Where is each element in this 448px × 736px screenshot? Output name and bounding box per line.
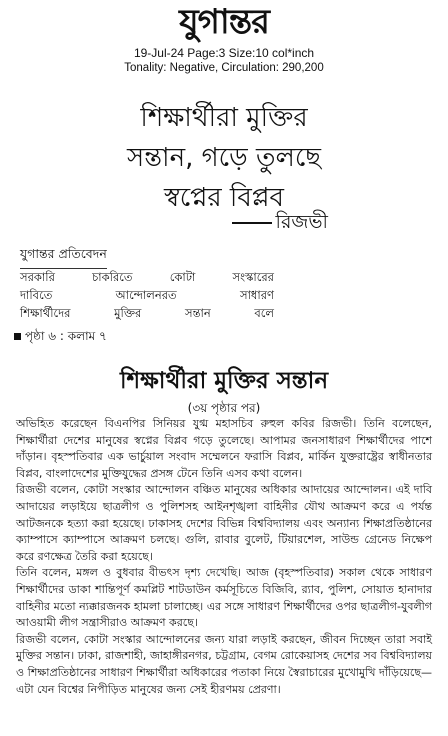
summary-line-3: শিক্ষার্থীদের মুক্তির সন্তান বলে xyxy=(20,306,274,320)
byline-dash xyxy=(232,222,272,224)
headline xyxy=(0,98,448,218)
headline-line-3: স্বপ্নের বিপ্লব xyxy=(163,183,285,213)
newspaper-masthead: যুগান্তর xyxy=(179,2,269,42)
bullet-square-icon xyxy=(14,333,21,340)
article-paragraph-1: অভিহিত করেছেন বিএনপির সিনিয়র যুগ্ম মহাসচিব রুহুল কবির রিজভী। তিনি বলেছেন, শিক্ষার্থীরা দেশের মানুষের স্বপ্নের বিপ্লব গড়ে তুলেছে। আপামর জনসাধারণ শিক্ষার্থীদের পাশে দাঁড়ান। বৃহস্পতিবার এক ভার্চুয়াল সংবাদ সম্মেলনে ফরাসি বিপ্লব, মার্কিন যুক্তরাষ্ট্রের স্বাধীনতার বিপ্লব, বাংলাদেশের মুক্তিযুদ্ধের প্রসঙ্গ টেনে তিনি এসব কথা বলেন। xyxy=(16,417,432,480)
article-paragraph-3: তিনি বলেন, মঙ্গল ও বুধবার বীভৎস দৃশ্য দেখেছি। আজ (বৃহস্পতিবার) সকাল থেকে সাধারণ শিক্ষার্থীদের ডাকা শান্তিপূর্ণ কমপ্লিট শাটডাউন কর্মসূচিতে বিজিবি, র‌্যাব, পুলিশ, সোয়াত হানাদার বাহিনীর মতো ন্যক্কারজনক হামলা চালাচ্ছে। এর সঙ্গে সাধারণ শিক্ষার্থীদের ওপর ছাত্রলীগ-যুবলীগ আওয়ামী লীগ সন্ত্রাসীরাও আক্রমণ করছে। xyxy=(16,566,432,630)
article-heading: শিক্ষার্থীরা মুক্তির সন্তান xyxy=(119,368,329,394)
page-reference xyxy=(14,328,107,348)
continued-note: (৩য় পৃষ্ঠার পর) xyxy=(187,401,261,415)
summary-line-1: সরকারি চাকরিতে কোটা সংস্কারের xyxy=(20,270,274,284)
clip-meta-date-page: 19-Jul-24 Page:3 Size:10 col*inch xyxy=(133,46,315,60)
article-body xyxy=(16,416,432,698)
headline-line-2: সন্তান, গড়ে তুলছে xyxy=(126,143,322,173)
article-paragraph-2: রিজভী বলেন, কোটা সংস্কার আন্দোলন বঞ্চিত মানুষের অধিকার আদায়ের আন্দোলন। এই দাবি আদায়ের লড়াইয়ে ছাত্রলীগ ও পুলিশসহ আইনশৃঙ্খলা বাহিনীর যৌথ আক্রমণ করে এ পর্যন্ত আটজনকে হত্যা করা হয়েছে। ঢাকাসহ দেশের বিভিন্ন বিশ্ববিদ্যালয় এবং অন্যান্য শিক্ষাপ্রতিষ্ঠানের ক্যাম্পাসে ক্যাম্পাসে আক্রমণ চলছে। গুলি, রাবার বুলেট, টিয়ারশেল, সাউন্ড গ্রেনেড নিক্ষেপ করে রণক্ষেত্র তৈরি করা হয়েছে। xyxy=(16,483,432,563)
headline-line-1: শিক্ষার্থীরা মুক্তির xyxy=(140,103,308,133)
clip-meta-tonality: Tonality: Negative, Circulation: 290,200 xyxy=(124,62,324,74)
page-reference-text: পৃষ্ঠা ৬ : কলাম ৭ xyxy=(25,329,107,343)
summary-line-2: দাবিতে আন্দোলনরত সাধারণ xyxy=(20,288,274,302)
byline-name: রিজভী xyxy=(275,211,328,233)
summary-intro xyxy=(20,268,274,322)
reporter-credit: যুগান্তর প্রতিবেদন xyxy=(20,246,107,269)
article-paragraph-4: রিজভী বলেন, কোটা সংস্কার আন্দোলনের জন্য যারা লড়াই করছেন, জীবন দিচ্ছেন তারা সবাই মুক্তির সন্তান। ঢাকা, রাজশাহী, জাহাঙ্গীরনগর, চট্টগ্রাম, বেগম রোকেয়াসহ দেশের সব বিশ্ববিদ্যালয় ও শিক্ষাপ্রতিষ্ঠানের সাধারণ শিক্ষার্থীরা অধিকারের পতাকা নিয়ে স্বৈরাচারের মুখোমুখি দাঁড়িয়েছে—এটা যেন বিশ্বের নিপীড়িত মানুষের জন্য সেই হীরণময় প্রেরণা। xyxy=(16,632,432,696)
byline xyxy=(232,208,328,240)
